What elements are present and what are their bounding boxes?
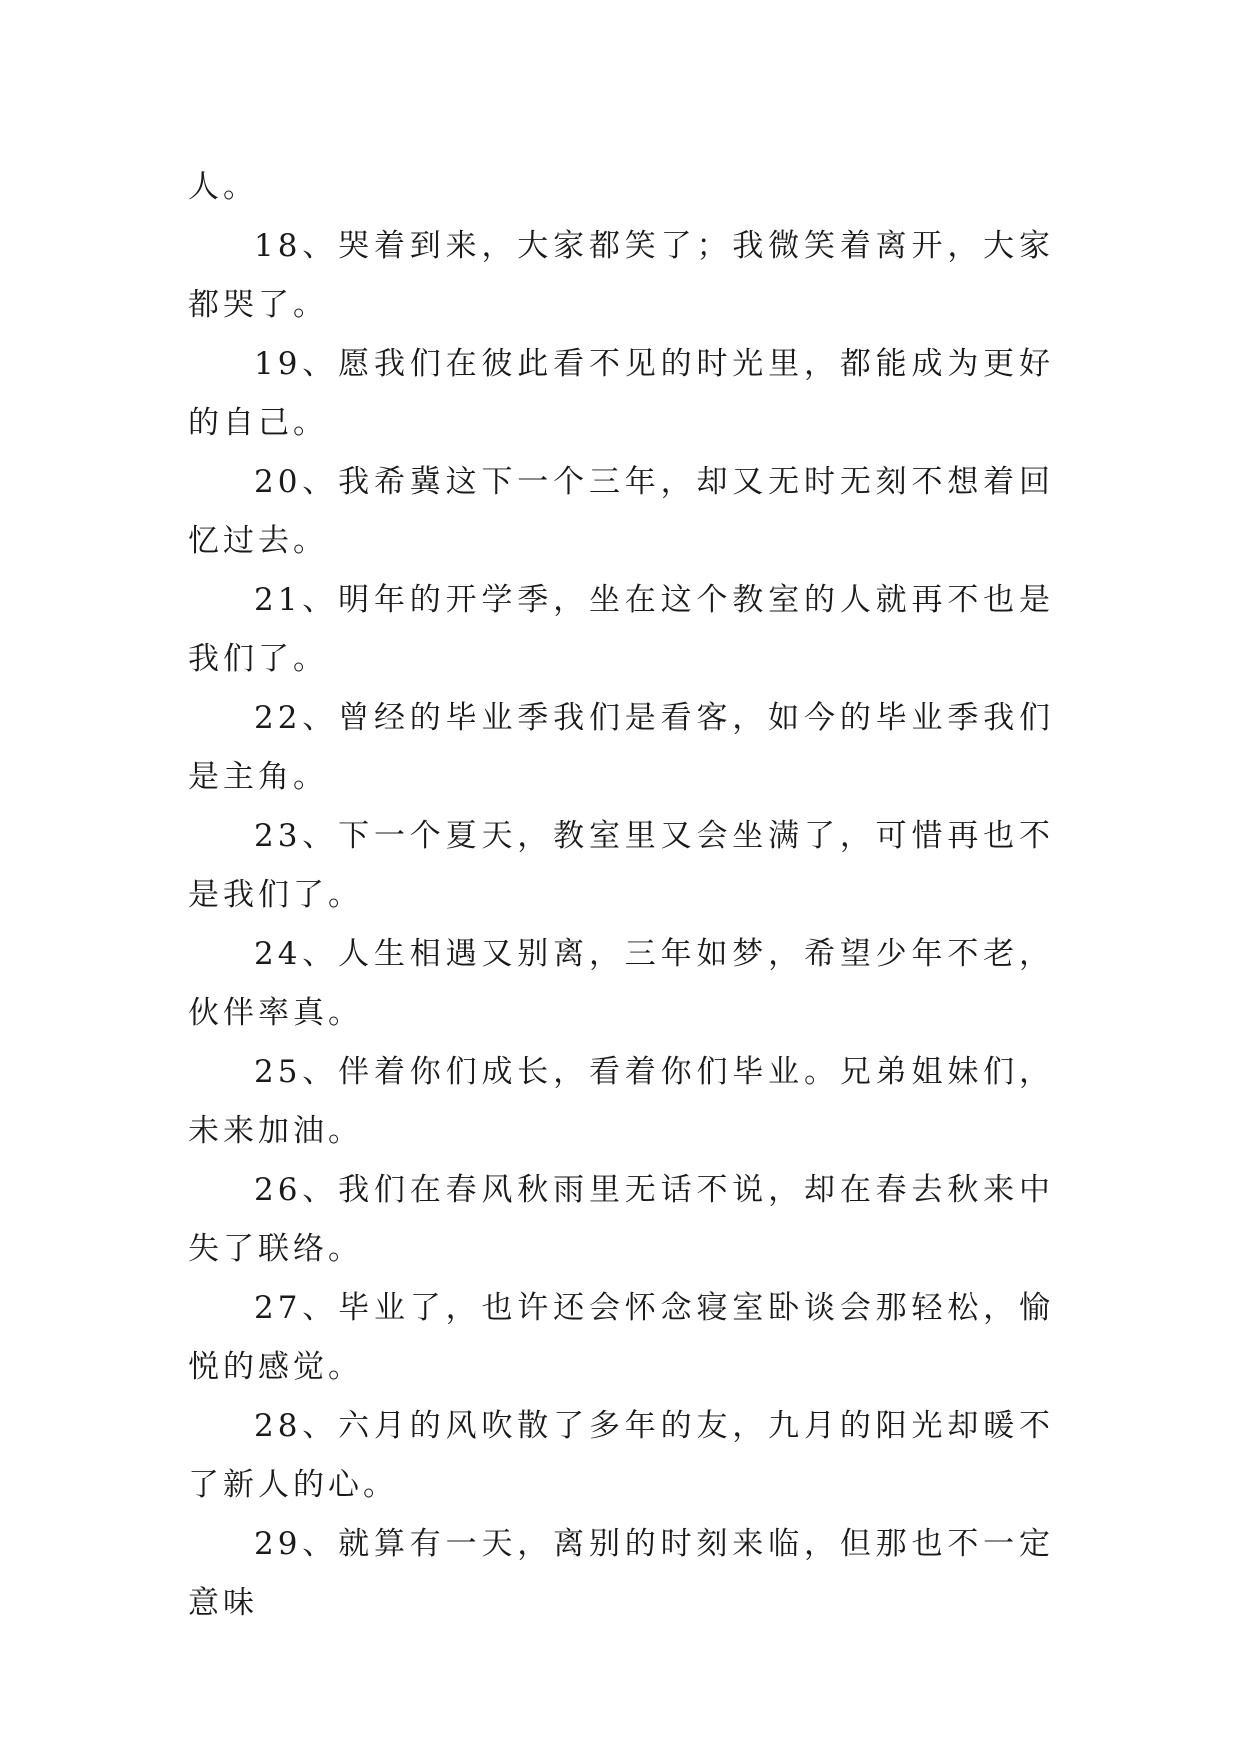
list-item-29: 29、就算有一天，离别的时刻来临，但那也不一定意味 — [188, 1526, 1054, 1621]
list-item-18: 18、哭着到来，大家都笑了；我微笑着离开，大家都哭了。 — [188, 228, 1054, 323]
list-item-22: 22、曾经的毕业季我们是看客，如今的毕业季我们是主角。 — [188, 700, 1054, 795]
list-item-26: 26、我们在春风秋雨里无话不说，却在春去秋来中失了联络。 — [188, 1172, 1054, 1267]
list-item-23: 23、下一个夏天，教室里又会坐满了，可惜再也不是我们了。 — [188, 818, 1054, 913]
list-item-19: 19、愿我们在彼此看不见的时光里，都能成为更好的自己。 — [188, 346, 1054, 441]
list-item-20: 20、我希冀这下一个三年，却又无时无刻不想着回忆过去。 — [188, 464, 1054, 559]
list-item-24: 24、人生相遇又别离，三年如梦，希望少年不老，伙伴率真。 — [188, 936, 1054, 1031]
list-item-27: 27、毕业了，也许还会怀念寝室卧谈会那轻松，愉悦的感觉。 — [188, 1290, 1054, 1385]
list-item-21: 21、明年的开学季，坐在这个教室的人就再不也是我们了。 — [188, 582, 1054, 677]
list-item-25: 25、伴着你们成长，看着你们毕业。兄弟姐妹们，未来加油。 — [188, 1054, 1054, 1149]
list-item-28: 28、六月的风吹散了多年的友，九月的阳光却暖不了新人的心。 — [188, 1408, 1054, 1503]
paragraph-fragment: 人。 — [188, 169, 258, 205]
document-body — [188, 158, 1054, 1633]
